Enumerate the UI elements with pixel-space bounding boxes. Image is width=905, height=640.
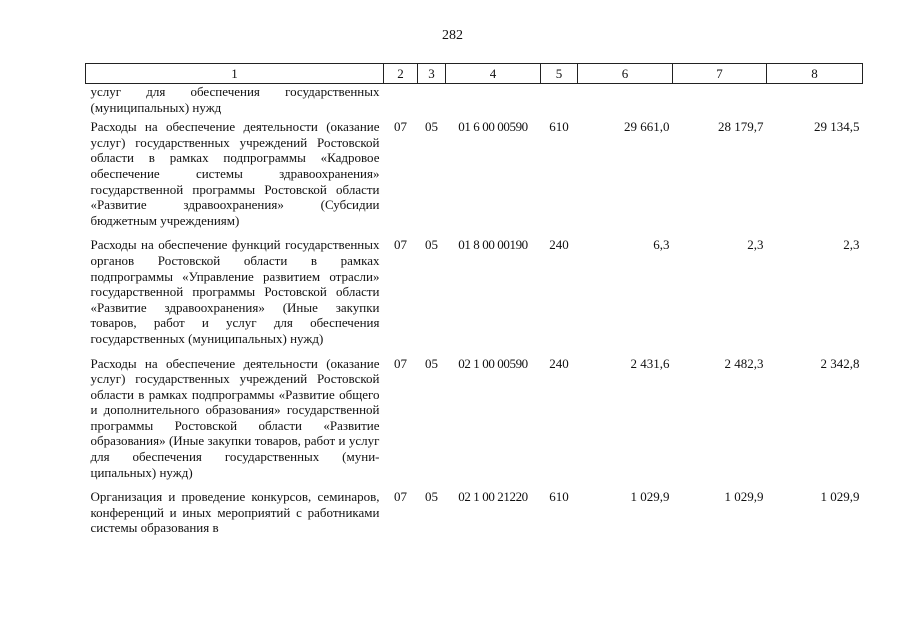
header-col-7: 7 [673, 64, 767, 84]
row-amount-2: 28 179,7 [718, 119, 764, 135]
budget-table [85, 63, 863, 545]
row-section: 07 [394, 355, 407, 371]
row-expense-type: 240 [549, 355, 569, 371]
table-row [86, 84, 863, 120]
row-amount-2 [673, 84, 767, 120]
row-target-article: 01 8 00 00190 [458, 237, 528, 253]
header-col-3: 3 [418, 64, 446, 84]
row-section: 07 [394, 237, 407, 253]
table-row [86, 356, 863, 490]
header-col-5: 5 [541, 64, 578, 84]
row-target-article: 01 6 00 00590 [458, 119, 528, 135]
row-amount-1: 29 661,0 [624, 119, 670, 135]
row-description: Расходы на обеспечение деятельности (оказание услуг) государственных учреждений Ростовской области в рамках подпрограммы «Кадровое обеспечение системы здравоохранения» государственной программы Ростовской области «Развитие здравоохранения» (Субсидии бюджетным учреждениям) [90, 119, 380, 228]
row-subsection [418, 84, 446, 120]
row-target-article: 02 1 00 21220 [458, 489, 528, 505]
row-description: Расходы на обеспечение функций государственных органов Ростовской области в рамках подпрограммы «Управление развитием отрасли» государственной программы Ростовской области «Развитие здравоохранения» (Иные закупки товаров, работ и услуг для обеспечения государственных (муниципальных) нужд) [90, 237, 380, 346]
row-description: Организация и проведение конкурсов, семинаров, конференций и иных мероприятий с работниками системы образования в [90, 489, 380, 536]
row-amount-2: 2,3 [747, 237, 764, 253]
page-number: 282 [442, 28, 463, 43]
table-row [86, 489, 863, 545]
row-amount-1 [578, 84, 673, 120]
row-amount-1: 1 029,9 [630, 489, 670, 505]
row-section: 07 [394, 119, 407, 135]
row-amount-3: 2 342,8 [820, 355, 860, 371]
row-amount-1: 2 431,6 [630, 355, 670, 371]
row-subsection: 05 [425, 489, 438, 505]
row-amount-2: 2 482,3 [724, 355, 764, 371]
row-expense-type: 610 [549, 119, 569, 135]
row-subsection: 05 [425, 355, 438, 371]
header-col-8: 8 [767, 64, 863, 84]
row-amount-3: 1 029,9 [820, 489, 860, 505]
row-subsection: 05 [425, 237, 438, 253]
table-body [86, 84, 863, 546]
row-amount-2: 1 029,9 [724, 489, 764, 505]
row-target-article [446, 84, 541, 120]
row-amount-3 [767, 84, 863, 120]
header-col-2: 2 [384, 64, 418, 84]
row-amount-1: 6,3 [653, 237, 670, 253]
header-col-1: 1 [86, 64, 384, 84]
row-expense-type [541, 84, 578, 120]
row-expense-type: 240 [549, 237, 569, 253]
row-amount-3: 2,3 [843, 237, 860, 253]
row-expense-type: 610 [549, 489, 569, 505]
row-description: Расходы на обеспечение деятельности (оказание услуг) государственных учреждений Ростовской области в рамках подпрограммы «Развитие общего и дополнительного образования» государственной программы Ростовской области «Развитие образования» (Иные закупки товаров, работ и услуг для обеспечения государственных (муниципальных) нужд) [90, 355, 380, 480]
row-description: услуг для обеспечения государственных (муниципальных) нужд [90, 84, 380, 115]
row-section [384, 84, 418, 120]
table-row [86, 119, 863, 237]
row-subsection: 05 [425, 119, 438, 135]
row-section: 07 [394, 489, 407, 505]
header-col-4: 4 [446, 64, 541, 84]
table-row [86, 237, 863, 355]
table-header [86, 64, 863, 84]
row-amount-3: 29 134,5 [814, 119, 860, 135]
header-row [86, 64, 863, 84]
header-col-6: 6 [578, 64, 673, 84]
row-target-article: 02 1 00 00590 [458, 355, 528, 371]
